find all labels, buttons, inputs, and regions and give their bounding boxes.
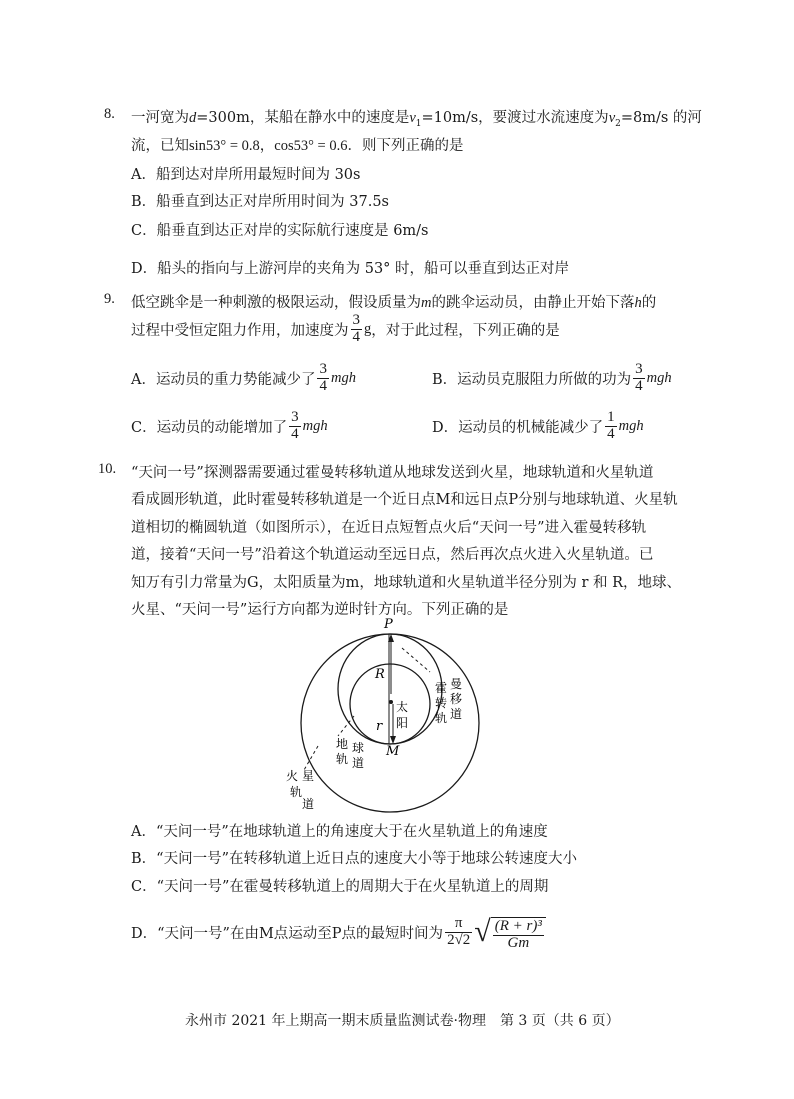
label-earth-1: 地 bbox=[336, 737, 349, 751]
label-mars-3: 轨 bbox=[290, 785, 303, 799]
label-earth-3: 轨 bbox=[336, 752, 349, 766]
label-earth-4: 道 bbox=[352, 756, 365, 770]
label-earth-2: 球 bbox=[352, 741, 365, 755]
q9-stem-line1: 低空跳伞是一种刺激的极限运动，假设质量为m的跳伞运动员，由静止开始下落h的 bbox=[131, 295, 657, 311]
q8-number: 8. bbox=[104, 106, 115, 122]
q8-option-b: B．船垂直到达正对岸所用时间为 37.5s bbox=[131, 194, 389, 210]
label-hohmann-1: 霍 bbox=[435, 681, 448, 695]
q9-option-c: C．运动员的动能增加了 $\frac{3}{4}$ mgh bbox=[131, 409, 328, 442]
page-footer: 永州市 2021 年上期高一期末质量监测试卷·物理 第 3 页（共 6 页） bbox=[185, 1013, 620, 1029]
label-hohmann-3: 转 bbox=[435, 696, 448, 710]
q10-stem-line2: 看成圆形轨道，此时霍曼转移轨道是一个近日点M和远日点P分别与地球轨道、火星轨 bbox=[131, 492, 678, 508]
q10-stem-line5: 知万有引力常量为G，太阳质量为m，地球轨道和火星轨道半径分别为 r 和 R，地球、 bbox=[131, 575, 682, 591]
q8-option-a: A．船到达对岸所用最短时间为 30s bbox=[131, 167, 361, 183]
label-hohmann-4: 移 bbox=[450, 692, 463, 706]
label-M: M bbox=[386, 744, 400, 759]
q9-option-a: A．运动员的重力势能减少了 $\frac{3}{4}$ mgh bbox=[131, 361, 356, 394]
label-R: R bbox=[375, 667, 385, 682]
q10-optd-radical: √ $\frac{\text{(R + r)³}}{Gm}$ bbox=[474, 913, 546, 952]
label-hohmann-2: 曼 bbox=[450, 677, 463, 691]
q8-option-d: D．船头的指向与上游河岸的夹角为 53° 时，船可以垂直到达正对岸 bbox=[131, 261, 570, 277]
q10-option-c: C．“天问一号”在霍曼转移轨道上的周期大于在火星轨道上的周期 bbox=[131, 879, 549, 895]
label-mars-1: 火 bbox=[286, 769, 299, 783]
sun-point bbox=[389, 700, 393, 704]
mars-orbit bbox=[301, 634, 479, 812]
q8-stem-line1: 一河宽为d=300m，某船在静水中的速度是$v_1=10m/s$，要渡过水流速度为$v_2=8m/s$ 的河 bbox=[131, 110, 702, 129]
q8-option-c: C．船垂直到达正对岸的实际航行速度是 6m/s bbox=[131, 223, 429, 239]
orbit-diagram bbox=[280, 612, 510, 824]
q10-stem-line6: 火星、“天问一号”运行方向都为逆时针方向。下列正确的是 bbox=[131, 602, 509, 618]
label-sun-2: 阳 bbox=[396, 716, 409, 730]
q9-option-b: B．运动员克服阻力所做的功为 $\frac{3}{4}$ mgh bbox=[432, 361, 672, 394]
q8-stem-line2: 流，已知sin53° = 0.8，cos53° = 0.6．则下列正确的是 bbox=[131, 138, 464, 154]
q10-stem-line3: 道相切的椭圆轨道（如图所示），在近日点短暂点火后“天问一号”进入霍曼转移轨 bbox=[131, 520, 647, 536]
label-P: P bbox=[384, 617, 393, 632]
hohmann-leader bbox=[402, 648, 430, 672]
label-mars-2: 星 bbox=[302, 769, 315, 783]
q10-number: 10. bbox=[98, 461, 117, 477]
q10-optd-fraction: $\frac{\pi}{2√2}$ bbox=[447, 914, 471, 948]
mars-leader bbox=[304, 746, 318, 770]
q9-number: 9. bbox=[104, 291, 115, 307]
q10-option-a: A．“天问一号”在地球轨道上的角速度大于在火星轨道上的角速度 bbox=[131, 824, 548, 840]
q10-option-d: D．“天问一号”在由M点运动至P点的最短时间为 $\frac{\pi}{2√2}$ √ $\frac{\text{(R + r)³}}{Gm}$ bbox=[131, 910, 546, 954]
q10-stem-line1: “天问一号”探测器需要通过霍曼转移轨道从地球发送到火星，地球轨道和火星轨道 bbox=[131, 465, 654, 481]
q10-option-b: B．“天问一号”在转移轨道上近日点的速度大小等于地球公转速度大小 bbox=[131, 851, 577, 867]
earth-orbit bbox=[350, 664, 430, 744]
label-sun-1: 太 bbox=[396, 700, 409, 714]
label-mars-4: 道 bbox=[302, 797, 315, 811]
radius-r-arrow bbox=[390, 736, 396, 744]
q9-option-d: D．运动员的机械能减少了 $\frac{1}{4}$ mgh bbox=[432, 409, 644, 442]
q9-stem-line2: 过程中受恒定阻力作用，加速度为 $\frac{3}{4}$ g，对于此过程，下列正确的是 bbox=[131, 312, 560, 345]
q9-acceleration-fraction: $\frac{3}{4}$ bbox=[352, 312, 360, 345]
label-hohmann-6: 道 bbox=[450, 707, 463, 721]
label-r: r bbox=[376, 719, 383, 734]
q10-stem-line4: 道，接着“天问一号”沿着这个轨道运动至远日点，然后再次点火进入火星轨道。已 bbox=[131, 547, 654, 563]
label-hohmann-5: 轨 bbox=[435, 711, 448, 725]
